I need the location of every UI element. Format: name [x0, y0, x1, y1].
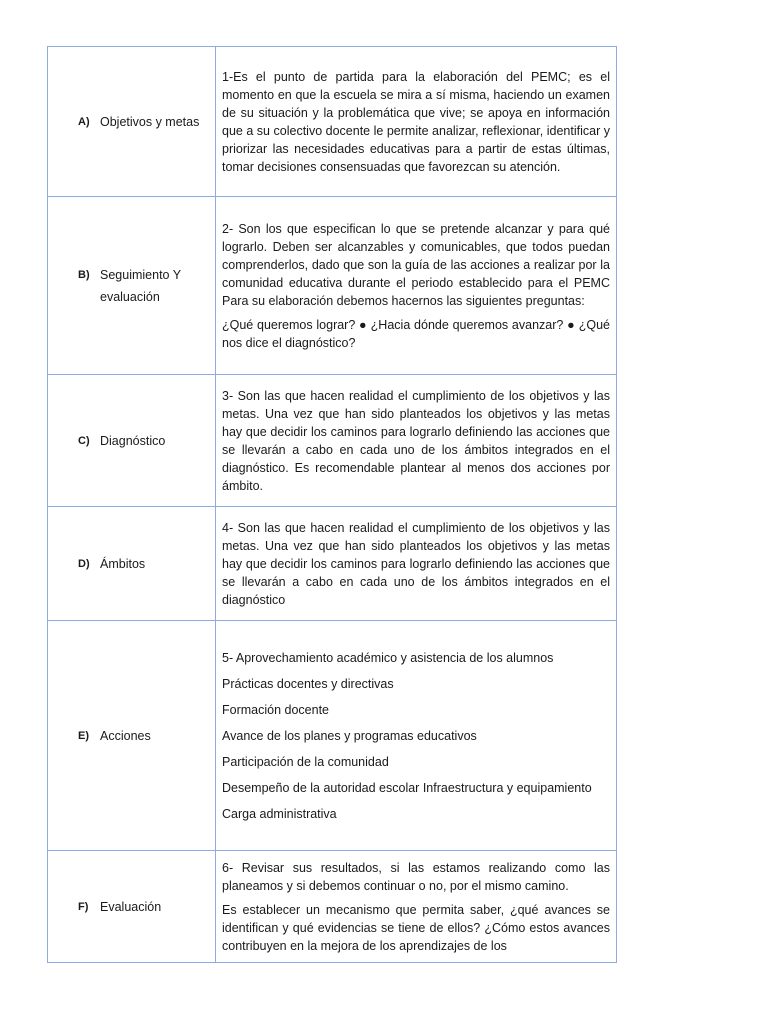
list-item: Prácticas docentes y directivas	[222, 676, 394, 691]
definition-text: 4- Son las que hacen realidad el cumplimiento de los objetivos y las metas. Una vez que han sido planteados los objetivos y las metas hay que decidir los caminos para lograrlo definiendo las acciones que se llevarán a cabo en cada uno de los ámbitos integrados en el diagnóstico	[222, 520, 610, 607]
table-row-a	[48, 47, 617, 197]
list-item: Carga administrativa	[222, 806, 337, 821]
list-item: Desempeño de la autoridad escolar Infraestructura y equipamiento	[222, 780, 592, 795]
row-letter: B)	[78, 268, 90, 281]
definition-text: 1-Es el punto de partida para la elaboración del PEMC; es el momento en que la escuela se mira a sí misma, haciendo un examen de su situación y la problemática que vive; se apoya en información que a su colectivo docente le permite analizar, reflexionar, identificar y priorizar las necesidades educativas para a partir de estas últimas, tomar decisiones consensuadas que favorezcan su atención.	[222, 69, 610, 174]
term-cell-e	[48, 621, 216, 851]
definition-cell-3	[216, 375, 617, 507]
definition-cell-1	[216, 47, 617, 197]
term-cell-f	[48, 851, 216, 963]
term-cell-a	[48, 47, 216, 197]
row-letter: F)	[78, 900, 89, 913]
definition-cell-4	[216, 507, 617, 621]
definition-text: 3- Son las que hacen realidad el cumplimiento de los objetivos y las metas. Una vez que han sido planteados los objetivos y las metas hay que decidir los caminos para lograrlo definiendo las acciones que se llevarán a cabo en cada uno de los ámbitos integrados en el diagnóstico. Es recomendable plantear al menos dos acciones por ámbito.	[222, 388, 610, 493]
row-term: Ámbitos	[100, 556, 146, 571]
row-letter: C)	[78, 434, 90, 447]
list-item: Participación de la comunidad	[222, 754, 389, 769]
row-term: Acciones	[100, 728, 151, 743]
definition-text: 2- Son los que especifican lo que se pretende alcanzar y para qué lograrlo. Deben ser alcanzables y comunicables, que todos puedan comprenderlos, dado que son la guía de las acciones a realizar por la comunidad educativa durante el periodo establecido para el PEMC Para su elaboración debemos hacernos las siguientes preguntas:	[222, 221, 610, 308]
table-row-e	[48, 621, 617, 851]
definition-cell-2	[216, 197, 617, 375]
row-term: Evaluación	[100, 899, 162, 914]
table-row-d	[48, 507, 617, 621]
list-item: Formación docente	[222, 702, 330, 717]
list-item: Avance de los planes y programas educativos	[222, 728, 477, 743]
definition-cell-5	[216, 621, 617, 851]
row-letter: D)	[78, 557, 90, 570]
term-cell-d	[48, 507, 216, 621]
term-cell-c	[48, 375, 216, 507]
definition-questions: ¿Qué queremos lograr? ● ¿Hacia dónde queremos avanzar? ● ¿Qué nos dice el diagnóstico?	[222, 317, 610, 350]
definition-text-continued: Es establecer un mecanismo que permita saber, ¿qué avances se identifican y qué evidencias se tiene de ellos? ¿Cómo estos avances contribuyen en la mejora de los aprendizajes de los	[222, 903, 610, 953]
term-cell-b	[48, 197, 216, 375]
definition-text: 6- Revisar sus resultados, si las estamos realizando como las planeamos y si debemos continuar o no, por el mismo camino.	[222, 861, 610, 893]
list-item: 5- Aprovechamiento académico y asistencia de los alumnos	[222, 650, 554, 665]
table-row-b	[48, 197, 617, 375]
table-row-c	[48, 375, 617, 507]
row-term: Objetivos y metas	[100, 114, 200, 129]
row-letter: A)	[78, 115, 90, 128]
table-row-f	[48, 851, 617, 963]
row-term: Diagnóstico	[100, 433, 166, 448]
matching-table	[47, 46, 617, 963]
row-term: Seguimiento Y evaluación	[100, 267, 181, 304]
row-letter: E)	[78, 729, 89, 742]
definition-cell-6	[216, 851, 617, 963]
